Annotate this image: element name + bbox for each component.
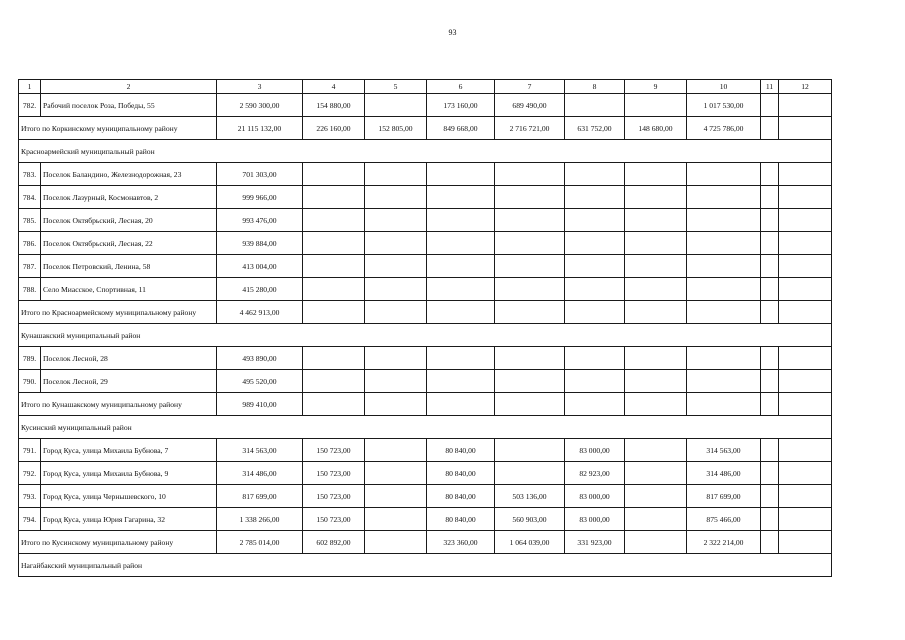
value-cell-c6: 80 840,00 [427, 485, 495, 508]
address-cell: Поселок Октябрьский, Лесная, 20 [41, 209, 217, 232]
row-number: 786. [19, 232, 41, 255]
total-cell-c12 [779, 531, 832, 554]
value-cell-c10 [687, 209, 761, 232]
value-cell-c5 [365, 163, 427, 186]
address-cell: Поселок Баландино, Железнодорожная, 23 [41, 163, 217, 186]
value-cell-c12 [779, 209, 832, 232]
total-cell-c10: 4 725 786,00 [687, 117, 761, 140]
value-cell-c5 [365, 94, 427, 117]
value-cell-c4 [303, 232, 365, 255]
address-cell: Поселок Октябрьский, Лесная, 22 [41, 232, 217, 255]
column-header-6: 6 [427, 80, 495, 94]
value-cell-c6: 80 840,00 [427, 508, 495, 531]
register-table [18, 79, 832, 577]
value-cell-c5 [365, 255, 427, 278]
value-cell-c3: 413 004,00 [217, 255, 303, 278]
value-cell-c10 [687, 370, 761, 393]
total-cell-c3: 2 785 014,00 [217, 531, 303, 554]
section-title: Нагайбакский муниципальный район [19, 554, 832, 577]
page-number: 93 [448, 28, 457, 37]
value-cell-c11 [761, 485, 779, 508]
value-cell-c8 [565, 232, 625, 255]
total-cell-c10: 2 322 214,00 [687, 531, 761, 554]
value-cell-c6 [427, 370, 495, 393]
value-cell-c10: 314 563,00 [687, 439, 761, 462]
total-cell-c12 [779, 117, 832, 140]
row-number: 792. [19, 462, 41, 485]
value-cell-c11 [761, 439, 779, 462]
value-cell-c6: 173 160,00 [427, 94, 495, 117]
value-cell-c12 [779, 370, 832, 393]
value-cell-c12 [779, 94, 832, 117]
column-header-1: 1 [19, 80, 41, 94]
value-cell-c12 [779, 485, 832, 508]
value-cell-c3: 939 884,00 [217, 232, 303, 255]
column-header-4: 4 [303, 80, 365, 94]
value-cell-c8: 83 000,00 [565, 508, 625, 531]
row-number: 787. [19, 255, 41, 278]
total-cell-c9: 148 680,00 [625, 117, 687, 140]
column-header-8: 8 [565, 80, 625, 94]
row-number: 788. [19, 278, 41, 301]
total-cell-c7: 2 716 721,00 [495, 117, 565, 140]
total-cell-c5 [365, 531, 427, 554]
value-cell-c6 [427, 347, 495, 370]
address-cell: Город Куса, улица Михаила Бубнова, 9 [41, 462, 217, 485]
value-cell-c10 [687, 255, 761, 278]
total-label: Итого по Кунашакскому муниципальному району [19, 393, 217, 416]
column-header-3: 3 [217, 80, 303, 94]
table-row [19, 255, 832, 278]
value-cell-c11 [761, 278, 779, 301]
total-cell-c4 [303, 301, 365, 324]
value-cell-c12 [779, 232, 832, 255]
row-number: 793. [19, 485, 41, 508]
section-title: Кунашакский муниципальный район [19, 324, 832, 347]
value-cell-c3: 415 280,00 [217, 278, 303, 301]
total-cell-c7: 1 064 039,00 [495, 531, 565, 554]
value-cell-c12 [779, 508, 832, 531]
value-cell-c3: 314 486,00 [217, 462, 303, 485]
total-cell-c4 [303, 393, 365, 416]
total-cell-c4: 226 160,00 [303, 117, 365, 140]
value-cell-c9 [625, 94, 687, 117]
value-cell-c7 [495, 347, 565, 370]
value-cell-c9 [625, 508, 687, 531]
value-cell-c4 [303, 163, 365, 186]
value-cell-c6 [427, 278, 495, 301]
table-row [19, 462, 832, 485]
row-number: 789. [19, 347, 41, 370]
total-cell-c11 [761, 531, 779, 554]
column-header-10: 10 [687, 80, 761, 94]
value-cell-c10: 817 699,00 [687, 485, 761, 508]
column-header-9: 9 [625, 80, 687, 94]
row-number: 784. [19, 186, 41, 209]
total-label: Итого по Коркинскому муниципальному району [19, 117, 217, 140]
total-cell-c12 [779, 301, 832, 324]
value-cell-c4 [303, 347, 365, 370]
row-number: 791. [19, 439, 41, 462]
value-cell-c9 [625, 462, 687, 485]
value-cell-c4 [303, 278, 365, 301]
value-cell-c8 [565, 94, 625, 117]
total-cell-c10 [687, 301, 761, 324]
value-cell-c8 [565, 278, 625, 301]
value-cell-c9 [625, 163, 687, 186]
total-cell-c5 [365, 301, 427, 324]
value-cell-c7: 503 136,00 [495, 485, 565, 508]
value-cell-c8 [565, 186, 625, 209]
table-row [19, 94, 832, 117]
total-cell-c11 [761, 393, 779, 416]
value-cell-c7 [495, 462, 565, 485]
value-cell-c3: 1 338 266,00 [217, 508, 303, 531]
value-cell-c6 [427, 255, 495, 278]
section-row [19, 324, 832, 347]
total-cell-c8 [565, 301, 625, 324]
total-cell-c7 [495, 301, 565, 324]
value-cell-c11 [761, 255, 779, 278]
total-row [19, 301, 832, 324]
section-title: Красноармейский муниципальный район [19, 140, 832, 163]
value-cell-c9 [625, 278, 687, 301]
total-cell-c6 [427, 301, 495, 324]
address-cell: Город Куса, улица Михаила Бубнова, 7 [41, 439, 217, 462]
address-cell: Город Куса, улица Юрия Гагарина, 32 [41, 508, 217, 531]
value-cell-c11 [761, 508, 779, 531]
value-cell-c7 [495, 278, 565, 301]
value-cell-c9 [625, 439, 687, 462]
value-cell-c5 [365, 439, 427, 462]
value-cell-c3: 993 476,00 [217, 209, 303, 232]
value-cell-c10: 875 466,00 [687, 508, 761, 531]
value-cell-c5 [365, 370, 427, 393]
value-cell-c7 [495, 370, 565, 393]
value-cell-c6: 80 840,00 [427, 439, 495, 462]
value-cell-c4: 150 723,00 [303, 508, 365, 531]
value-cell-c5 [365, 508, 427, 531]
value-cell-c7: 560 903,00 [495, 508, 565, 531]
address-cell: Село Миасское, Спортивная, 11 [41, 278, 217, 301]
value-cell-c5 [365, 232, 427, 255]
value-cell-c4: 150 723,00 [303, 462, 365, 485]
table-row [19, 186, 832, 209]
row-number: 785. [19, 209, 41, 232]
value-cell-c4 [303, 370, 365, 393]
value-cell-c10 [687, 347, 761, 370]
value-cell-c11 [761, 94, 779, 117]
table-row [19, 163, 832, 186]
total-cell-c7 [495, 393, 565, 416]
header-row [19, 80, 832, 94]
total-cell-c3: 21 115 132,00 [217, 117, 303, 140]
value-cell-c9 [625, 370, 687, 393]
address-cell: Поселок Петровский, Ленина, 58 [41, 255, 217, 278]
total-cell-c9 [625, 531, 687, 554]
value-cell-c9 [625, 255, 687, 278]
total-cell-c11 [761, 301, 779, 324]
value-cell-c7 [495, 232, 565, 255]
value-cell-c3: 495 520,00 [217, 370, 303, 393]
value-cell-c9 [625, 186, 687, 209]
value-cell-c12 [779, 163, 832, 186]
address-cell: Поселок Лесной, 28 [41, 347, 217, 370]
value-cell-c5 [365, 278, 427, 301]
value-cell-c10 [687, 163, 761, 186]
total-cell-c9 [625, 301, 687, 324]
value-cell-c7 [495, 439, 565, 462]
total-cell-c5 [365, 393, 427, 416]
value-cell-c8 [565, 255, 625, 278]
total-cell-c8 [565, 393, 625, 416]
value-cell-c8: 83 000,00 [565, 485, 625, 508]
value-cell-c8 [565, 347, 625, 370]
row-number: 794. [19, 508, 41, 531]
column-header-2: 2 [41, 80, 217, 94]
value-cell-c10 [687, 232, 761, 255]
table-row [19, 232, 832, 255]
value-cell-c11 [761, 163, 779, 186]
total-label: Итого по Красноармейскому муниципальному району [19, 301, 217, 324]
column-header-11: 11 [761, 80, 779, 94]
section-row [19, 140, 832, 163]
total-cell-c8: 631 752,00 [565, 117, 625, 140]
value-cell-c12 [779, 255, 832, 278]
value-cell-c7 [495, 163, 565, 186]
value-cell-c3: 314 563,00 [217, 439, 303, 462]
value-cell-c7 [495, 209, 565, 232]
total-cell-c6 [427, 393, 495, 416]
address-cell: Город Куса, улица Чернышевского, 10 [41, 485, 217, 508]
value-cell-c10 [687, 186, 761, 209]
value-cell-c5 [365, 186, 427, 209]
value-cell-c10 [687, 278, 761, 301]
value-cell-c11 [761, 370, 779, 393]
value-cell-c5 [365, 485, 427, 508]
column-header-7: 7 [495, 80, 565, 94]
value-cell-c10: 314 486,00 [687, 462, 761, 485]
table-row [19, 370, 832, 393]
value-cell-c8 [565, 370, 625, 393]
value-cell-c6 [427, 232, 495, 255]
column-header-12: 12 [779, 80, 832, 94]
total-cell-c3: 989 410,00 [217, 393, 303, 416]
value-cell-c9 [625, 232, 687, 255]
table-row [19, 508, 832, 531]
value-cell-c4 [303, 255, 365, 278]
value-cell-c11 [761, 186, 779, 209]
value-cell-c6 [427, 209, 495, 232]
value-cell-c11 [761, 347, 779, 370]
total-row [19, 393, 832, 416]
value-cell-c9 [625, 347, 687, 370]
table-row [19, 278, 832, 301]
value-cell-c12 [779, 462, 832, 485]
table-row [19, 439, 832, 462]
value-cell-c12 [779, 347, 832, 370]
total-cell-c6: 323 360,00 [427, 531, 495, 554]
value-cell-c7 [495, 255, 565, 278]
value-cell-c7: 689 490,00 [495, 94, 565, 117]
total-cell-c9 [625, 393, 687, 416]
value-cell-c3: 701 303,00 [217, 163, 303, 186]
total-cell-c12 [779, 393, 832, 416]
address-cell: Поселок Лесной, 29 [41, 370, 217, 393]
value-cell-c12 [779, 278, 832, 301]
value-cell-c9 [625, 209, 687, 232]
total-cell-c3: 4 462 913,00 [217, 301, 303, 324]
total-row [19, 117, 832, 140]
value-cell-c3: 2 590 300,00 [217, 94, 303, 117]
total-cell-c10 [687, 393, 761, 416]
total-label: Итого по Кусинскому муниципальному району [19, 531, 217, 554]
value-cell-c5 [365, 209, 427, 232]
value-cell-c3: 493 890,00 [217, 347, 303, 370]
value-cell-c5 [365, 462, 427, 485]
row-number: 790. [19, 370, 41, 393]
table-row [19, 485, 832, 508]
total-cell-c5: 152 805,00 [365, 117, 427, 140]
value-cell-c6 [427, 163, 495, 186]
value-cell-c11 [761, 209, 779, 232]
section-title: Кусинский муниципальный район [19, 416, 832, 439]
value-cell-c4 [303, 186, 365, 209]
value-cell-c7 [495, 186, 565, 209]
table-row [19, 209, 832, 232]
total-row [19, 531, 832, 554]
value-cell-c11 [761, 462, 779, 485]
total-cell-c4: 602 892,00 [303, 531, 365, 554]
value-cell-c3: 817 699,00 [217, 485, 303, 508]
table-row [19, 347, 832, 370]
total-cell-c11 [761, 117, 779, 140]
value-cell-c6 [427, 186, 495, 209]
value-cell-c9 [625, 485, 687, 508]
value-cell-c12 [779, 439, 832, 462]
section-row [19, 554, 832, 577]
value-cell-c10: 1 017 530,00 [687, 94, 761, 117]
table-body [19, 80, 832, 577]
value-cell-c4: 150 723,00 [303, 439, 365, 462]
value-cell-c8 [565, 209, 625, 232]
value-cell-c12 [779, 186, 832, 209]
column-header-5: 5 [365, 80, 427, 94]
row-number: 783. [19, 163, 41, 186]
address-cell: Поселок Лазурный, Космонавтов, 2 [41, 186, 217, 209]
total-cell-c8: 331 923,00 [565, 531, 625, 554]
value-cell-c11 [761, 232, 779, 255]
value-cell-c3: 999 966,00 [217, 186, 303, 209]
value-cell-c8 [565, 163, 625, 186]
value-cell-c8: 82 923,00 [565, 462, 625, 485]
value-cell-c5 [365, 347, 427, 370]
address-cell: Рабочий поселок Роза, Победы, 55 [41, 94, 217, 117]
row-number: 782. [19, 94, 41, 117]
section-row [19, 416, 832, 439]
value-cell-c4: 154 880,00 [303, 94, 365, 117]
value-cell-c4: 150 723,00 [303, 485, 365, 508]
value-cell-c6: 80 840,00 [427, 462, 495, 485]
value-cell-c8: 83 000,00 [565, 439, 625, 462]
value-cell-c4 [303, 209, 365, 232]
total-cell-c6: 849 668,00 [427, 117, 495, 140]
